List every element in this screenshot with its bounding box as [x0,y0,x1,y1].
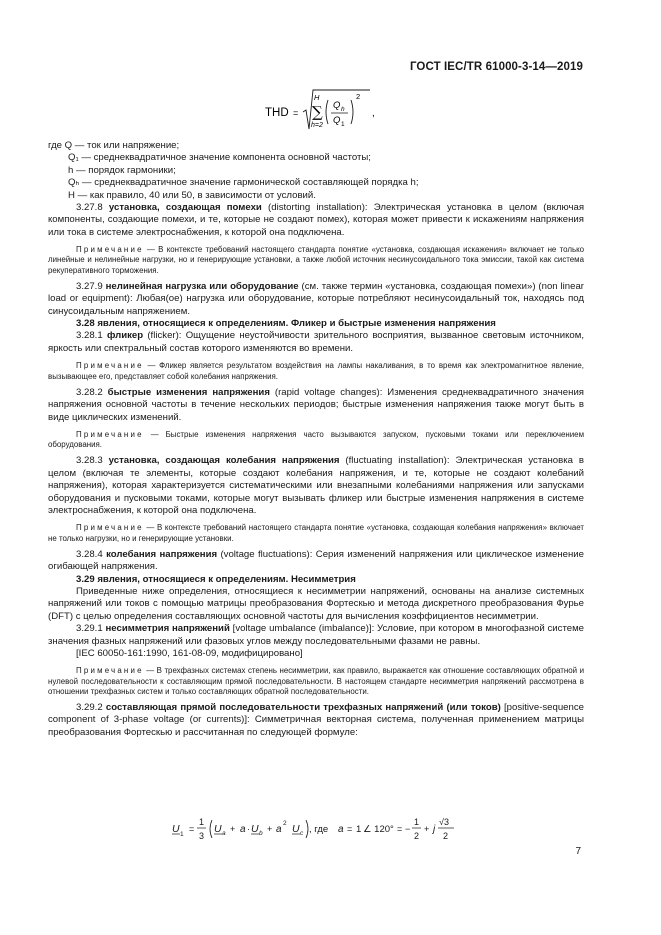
thd-formula-svg [262,86,402,138]
uc: U [292,823,300,835]
section-3-28-heading: 3.28 явления, относящиеся к определениям. Фликер и быстрые изменения напряжения [76,318,496,330]
note-3: Примечание — Быстрые изменения напряжения часто вызываются запуском, пусковыми токами или переключением оборудования. [48,429,584,450]
section-3-28-4: 3.28.4 колебания напряжения (voltage fluctuations): Серия изменений напряжения или циклическое изменение огибающей напряжения. [48,548,584,573]
minus: − [405,824,411,834]
a-def: a [338,824,344,835]
paren-close [351,100,353,124]
positive-sequence-formula-svg [170,814,470,848]
a-1: a [240,824,246,835]
positive-sequence-formula [170,814,470,848]
definition-item: H — как правило, 40 или 50, в зависимости от условий. [68,189,316,201]
definition-item: h — порядок гармоники; [68,164,176,176]
den-2: 2 [443,831,449,841]
section-3-28-2: 3.28.2 быстрые изменения напряжения (rapid voltage changes): Изменения среднеквадратичного значения напряжения основной частоты в течение нескольких периодов; быстрые изменения напряжения также могут быть в виде циклических изменений. [48,386,584,423]
j-unit: j [433,824,436,835]
section-3-29-1: 3.29.1 несимметрия напряжений [voltage umbalance (imbalance)]: Условие, при котором в многофазной системе значения фазных напряжений или фазовых углов между последовательными фазами не равны. [48,623,584,647]
frac-den-3: 3 [199,831,205,841]
uc-sub: c [300,830,304,837]
document-body [48,140,584,739]
a-2: a [276,824,282,835]
thd-eq: = [293,108,299,118]
ub: U [251,823,259,835]
eq-1: = [189,824,195,834]
paren-open-u [210,820,212,838]
paren-open [326,100,328,124]
thd-tail: , [372,108,375,119]
sum-sign: ∑ [312,103,323,121]
section-3-29-intro: Приведенные ниже определения, относящиеся к несимметрии напряжений, основаны на анализе системных напряжений или токов с помощью матрицы преобразования Фортескью и метода дискретного преобразования Фурье (DFT) с целью определения составляющих основной частоты для вычисления коэффициентов несимметрии. [48,585,584,622]
section-3-28-1: 3.28.1 фликер (flicker): Ощущение неустойчивости зрительного восприятия, вызванное световым источником, яркость или спектральный состав которого изменяются во времени. [48,330,585,354]
u1-lhs: U [172,823,180,835]
ub-sub: b [259,830,263,837]
section-3-29-heading: 3.29 явления, относящиеся к определениям. Несимметрия [76,573,356,585]
section-3-29-2: 3.29.2 составляющая прямой последовательности трехфазных напряжений (или токов) [positive-sequence component of 3-phase voltage (or currents)]: Симметричная векторная система, полученная применением матрицы преобразования Фортескью и рассчитанная по следующей формуле: [48,702,584,738]
section-3-28-3: 3.28.3 установка, создающая колебания напряжения (fluctuating installation): Электрическая установка в целом (включая те элементы, которые создают колебания напряжения, и те, которые не создают колебаний напряжения), которая характеризуется систематическими или внезапными колебаниями напряжения или запусками оборудования и пусковыми токами, которые могут вызывать фликер или быстрые изменения напряжения в системе электроснабжения, к которой она подключена. [48,455,584,516]
half-den: 2 [414,831,420,841]
plus-1: + [230,824,236,834]
note-2: Примечание — Фликер является результатом воздействия на лампы накаливания, в то время как электромагнитное явление, вызывающее его, представляет собой колебания напряжения. [48,361,584,381]
definitions-intro: где Q — ток или напряжение; [48,140,180,151]
standard-header: ГОСТ IEC/TR 61000-3-14—2019 [409,61,583,73]
definitions-list [68,152,584,202]
where-text: , где [309,824,329,835]
num-q: Q [333,100,341,111]
eq-3: = [397,824,403,834]
den-sub: 1 [341,121,345,128]
ua-sub: a [222,830,226,837]
note-5: Примечание — В трехфазных системах степень несимметрии, как правило, выражается как отношение составляющих обратной и нулевой последовательности к составляющим прямой последовательности. В настоящем стандарте несимметрия напряжений рассмотрена в отношении трехфазных систем и только составляющих обратной последовательности. [48,666,584,696]
exp-2: 2 [356,92,361,101]
section-3-27-9: 3.27.9 нелинейная нагрузка или оборудование (см. также термин «установка, создающая помехи») (non linear load or equipment): Любая(ое) нагрузка или оборудование, которые потребляют несинусоидальный ток, находясь под синусоидальным напряжением. [48,280,584,317]
section-3-29-1-ref: [IEC 60050-161:1990, 161-08-09, модифицировано] [76,648,303,660]
sum-lower: h=2 [311,122,323,129]
u1-sub: 1 [180,831,184,838]
definition-item: Qₕ — среднеквадратичное значение гармонической составляющей порядка h; [68,177,419,189]
angle-120: ∠ 120° [363,824,394,835]
note-4: Примечание — В контексте требований настоящего стандарта понятие «установка, создающая колебания напряжения» включает не только нагрузки, но и генерирующие установки. [48,523,584,543]
one: 1 [356,824,362,835]
half-num: 1 [414,817,420,827]
frac-num-1: 1 [199,817,205,827]
definition-item: Q₁ — среднеквадратичное значение компонента основной частоты; [68,152,371,164]
thd-lhs: THD [265,107,289,119]
plus-3: + [424,824,430,834]
note-1: Примечание — В контексте требований настоящего стандарта понятие «установка, создающая искажения» включает не только линейные и нелинейные нагрузки, но и генерирующие установки, а также любой источник несинусоидального тока эмиссии, такой как система рекуперативного торможения. [48,245,584,275]
dot-1: · [247,824,250,834]
plus-2: + [267,824,273,834]
sum-upper: H [314,93,320,102]
a2-exp: 2 [283,820,287,827]
num-sub: h [341,106,345,113]
thd-formula [262,86,402,138]
paren-close-u [306,820,308,838]
page-number: 7 [575,846,581,857]
den-q: Q [333,115,341,126]
section-3-27-8: 3.27.8 установка, создающая помехи (distorting installation): Электрическая установка в целом (включая компоненты, создающие помехи, и те, которые не создают помех), которая может привести к искажениям напряжения или тока в системе электроснабжения, к которой она подключена. [48,202,585,238]
ua: U [214,823,222,835]
sqrt3: √3 [439,817,449,827]
eq-2: = [347,824,353,834]
